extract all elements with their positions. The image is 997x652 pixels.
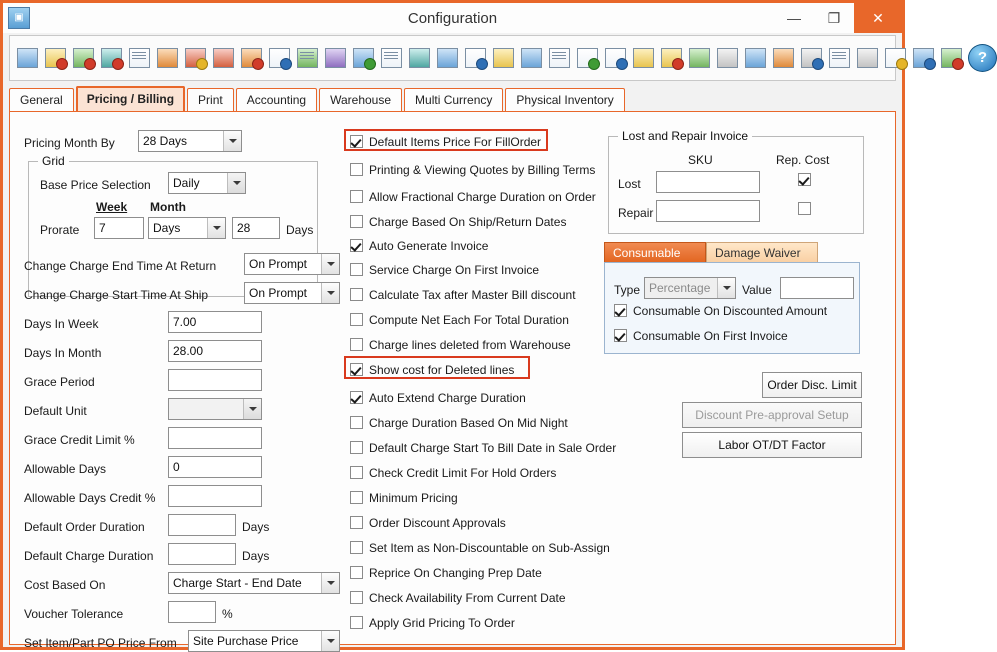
checkbox-auto-extend-charge-duration[interactable]: Auto Extend Charge Duration <box>350 391 526 405</box>
chevron-down-icon[interactable] <box>321 573 339 593</box>
orange-doc-icon[interactable] <box>238 44 265 72</box>
checkbox-consumable-on-first-invoice[interactable]: Consumable On First Invoice <box>614 329 788 343</box>
voucher-tolerance-label: Voucher Tolerance <box>24 607 124 621</box>
subtab-damage-waiver[interactable]: Damage Waiver <box>706 242 818 263</box>
highlight-show-cost-deleted-lines <box>344 356 530 379</box>
clipboard-icon[interactable] <box>826 44 853 72</box>
palette-icon[interactable] <box>434 44 461 72</box>
help-icon[interactable]: ? <box>968 44 997 72</box>
default-unit-combo[interactable] <box>168 398 262 420</box>
default-charge-duration-unit: Days <box>242 549 270 563</box>
tab-warehouse[interactable]: Warehouse <box>319 88 402 111</box>
chart-icon[interactable] <box>518 44 545 72</box>
default-order-duration-input[interactable] <box>168 514 236 536</box>
pricing-billing-panel <box>9 111 896 650</box>
lost-repair-group-title: Lost and Repair Invoice <box>618 129 752 143</box>
highlight-default-items-price <box>344 129 548 151</box>
consumable-type-label: Type <box>614 283 641 297</box>
gears-icon[interactable] <box>798 44 825 72</box>
grace-credit-limit-input[interactable] <box>168 427 262 449</box>
month-header: Month <box>150 200 186 214</box>
window-title: Configuration <box>407 9 498 27</box>
checkbox-show-cost-for-deleted-lines[interactable]: Show cost for Deleted lines <box>350 363 514 377</box>
sku-header: SKU <box>688 153 713 167</box>
consumable-value-label: Value <box>742 283 772 297</box>
labor-ot-dt-factor-button[interactable]: Labor OT/DT Factor <box>682 432 862 458</box>
chevron-down-icon[interactable] <box>321 283 339 303</box>
checkbox-allow-fractional-charge-duration[interactable]: Allow Fractional Charge Duration on Order <box>350 190 596 204</box>
grid-group-title: Grid <box>38 154 69 168</box>
pricing-month-by-label: Pricing Month By <box>24 136 115 150</box>
discount-preapproval-setup-button[interactable]: Discount Pre-approval Setup <box>682 402 862 428</box>
cost-based-on-label: Cost Based On <box>24 578 106 592</box>
tab-multi-currency[interactable]: Multi Currency <box>404 88 503 111</box>
title-bar <box>3 3 902 33</box>
box-icon[interactable] <box>770 44 797 72</box>
tab-accounting[interactable]: Accounting <box>236 88 317 111</box>
chevron-down-icon[interactable] <box>243 399 261 419</box>
voucher-tolerance-unit: % <box>222 607 233 621</box>
checkbox-charge-duration-mid-night[interactable]: Charge Duration Based On Mid Night <box>350 416 568 430</box>
grace-period-input[interactable] <box>168 369 262 391</box>
set-item-po-price-value: Site Purchase Price <box>193 634 299 648</box>
base-price-selection-value: Daily <box>173 176 200 190</box>
contract-icon[interactable] <box>294 44 321 72</box>
tab-general[interactable]: General <box>9 88 74 111</box>
checkbox-default-items-price-for-fillorder[interactable]: Default Items Price For FillOrder <box>350 135 541 149</box>
edit-icon[interactable] <box>126 44 153 72</box>
checkbox-check-availability-current-date[interactable]: Check Availability From Current Date <box>350 591 566 605</box>
checkbox-auto-generate-invoice[interactable]: Auto Generate Invoice <box>350 239 488 253</box>
days-in-week-input[interactable]: 7.00 <box>168 311 262 333</box>
app-icon: ▣ <box>8 7 30 29</box>
no-entry-icon[interactable] <box>42 44 69 72</box>
base-price-selection-combo[interactable] <box>168 172 246 194</box>
maximize-button[interactable]: ❐ <box>814 3 854 33</box>
checkbox-order-discount-approvals[interactable]: Order Discount Approvals <box>350 516 506 530</box>
checkbox-set-item-non-discountable[interactable]: Set Item as Non-Discountable on Sub-Assign <box>350 541 610 555</box>
change-charge-start-time-value: On Prompt <box>249 286 308 300</box>
change-charge-start-time-combo[interactable] <box>244 282 340 304</box>
subtab-consumable[interactable]: Consumable <box>604 242 706 263</box>
red-list-icon[interactable] <box>210 44 237 72</box>
tab-pricing-billing[interactable]: Pricing / Billing <box>76 86 185 111</box>
print-doc-icon[interactable] <box>602 44 629 72</box>
checkbox-apply-grid-pricing-to-order[interactable]: Apply Grid Pricing To Order <box>350 616 515 630</box>
checkbox-consumable-on-discounted-amount[interactable]: Consumable On Discounted Amount <box>614 304 827 318</box>
magnify-doc-icon[interactable] <box>462 44 489 72</box>
change-charge-start-time-label: Change Charge Start Time At Ship <box>24 288 209 302</box>
money-no-icon[interactable] <box>70 44 97 72</box>
repair-rep-cost-checkbox[interactable] <box>798 202 811 215</box>
add-doc-icon[interactable] <box>574 44 601 72</box>
chevron-down-icon[interactable] <box>717 278 735 298</box>
days-in-week-label: Days In Week <box>24 317 99 331</box>
prorate-week-input[interactable]: 7 <box>94 217 144 239</box>
checkbox-minimum-pricing[interactable]: Minimum Pricing <box>350 491 458 505</box>
lost-sku-input[interactable] <box>656 171 760 193</box>
checkbox-charge-based-on-ship-return[interactable]: Charge Based On Ship/Return Dates <box>350 215 566 229</box>
change-charge-end-time-combo[interactable] <box>244 253 340 275</box>
checkbox-service-charge-on-first-invoice[interactable]: Service Charge On First Invoice <box>350 263 539 277</box>
allowable-days-label: Allowable Days <box>24 462 107 476</box>
report-icon[interactable] <box>546 44 573 72</box>
pricing-month-by-value: 28 Days <box>143 134 188 148</box>
days-in-month-label: Days In Month <box>24 346 102 360</box>
save-icon[interactable] <box>14 44 41 72</box>
truck-icon[interactable] <box>630 44 657 72</box>
grace-period-label: Grace Period <box>24 375 95 389</box>
checkbox-compute-net-each[interactable]: Compute Net Each For Total Duration <box>350 313 569 327</box>
tab-print[interactable]: Print <box>187 88 234 111</box>
change-charge-end-time-label: Change Charge End Time At Return <box>24 259 217 273</box>
book-icon[interactable] <box>154 44 181 72</box>
prorate-label: Prorate <box>40 223 80 237</box>
consumable-type-value: Percentage <box>649 281 711 295</box>
lost-row-label: Lost <box>618 177 641 191</box>
toolbar <box>9 35 988 81</box>
pricing-month-by-combo[interactable] <box>138 130 242 152</box>
checkbox-calculate-tax-after-master-bill[interactable]: Calculate Tax after Master Bill discount <box>350 288 576 302</box>
base-price-selection-label: Base Price Selection <box>40 178 151 192</box>
default-order-duration-label: Default Order Duration <box>24 520 145 534</box>
tab-physical-inventory[interactable]: Physical Inventory <box>505 88 624 111</box>
calculator-no-icon[interactable] <box>98 44 125 72</box>
calendar-icon[interactable] <box>350 44 377 72</box>
user-gear-icon[interactable] <box>854 44 881 72</box>
tab-bar <box>9 87 896 111</box>
chevron-down-icon[interactable] <box>207 218 225 238</box>
person-icon[interactable] <box>714 44 741 72</box>
prorate-month-unit-label: Days <box>286 223 314 237</box>
prorate-week-unit-combo[interactable] <box>148 217 226 239</box>
excel-icon[interactable] <box>938 44 965 72</box>
chevron-down-icon[interactable] <box>321 254 339 274</box>
link-doc-icon[interactable] <box>266 44 293 72</box>
tag-icon[interactable] <box>490 44 517 72</box>
cost-based-on-value: Charge Start - End Date <box>173 576 302 590</box>
chart-bar-icon[interactable] <box>686 44 713 72</box>
lost-rep-cost-checkbox[interactable] <box>798 173 811 186</box>
repair-sku-input[interactable] <box>656 200 760 222</box>
order-disc-limit-button[interactable]: Order Disc. Limit <box>762 372 862 398</box>
checkbox-printing-viewing-quotes[interactable]: Printing & Viewing Quotes by Billing Terms <box>350 163 595 177</box>
rep-cost-header: Rep. Cost <box>776 153 830 167</box>
voucher-tolerance-input[interactable] <box>168 601 216 623</box>
chevron-down-icon[interactable] <box>321 631 339 651</box>
minimize-button[interactable]: — <box>774 3 814 33</box>
repair-row-label: Repair <box>618 206 654 220</box>
consumable-type-combo[interactable] <box>644 277 736 299</box>
allowable-days-input[interactable]: 0 <box>168 456 262 478</box>
chevron-down-icon[interactable] <box>227 173 245 193</box>
checkbox-charge-lines-deleted-warehouse[interactable]: Charge lines deleted from Warehouse <box>350 338 571 352</box>
grace-credit-limit-label: Grace Credit Limit % <box>24 433 135 447</box>
default-order-duration-unit: Days <box>242 520 270 534</box>
checkbox-check-credit-limit-hold-orders[interactable]: Check Credit Limit For Hold Orders <box>350 466 556 480</box>
set-item-po-price-combo[interactable] <box>188 630 340 652</box>
checkbox-default-charge-start-bill-date[interactable]: Default Charge Start To Bill Date in Sale Order <box>350 441 616 455</box>
export-icon[interactable] <box>910 44 937 72</box>
close-button[interactable]: ✕ <box>854 3 902 33</box>
prorate-week-unit-value: Days <box>153 221 181 235</box>
days-in-month-input[interactable]: 28.00 <box>168 340 262 362</box>
notes-icon[interactable] <box>182 44 209 72</box>
change-charge-end-time-value: On Prompt <box>249 257 308 271</box>
allowable-days-credit-label: Allowable Days Credit % <box>24 491 156 505</box>
truck-load-icon[interactable] <box>658 44 685 72</box>
week-header: Week <box>96 200 128 214</box>
allowable-days-credit-input[interactable] <box>168 485 262 507</box>
cost-based-on-combo[interactable] <box>168 572 340 594</box>
default-unit-label: Default Unit <box>24 404 87 418</box>
default-charge-duration-input[interactable] <box>168 543 236 565</box>
chevron-down-icon[interactable] <box>223 131 241 151</box>
document-icon[interactable] <box>378 44 405 72</box>
prorate-month-input[interactable]: 28 <box>232 217 280 239</box>
gear-doc-icon[interactable] <box>882 44 909 72</box>
globe-icon[interactable] <box>406 44 433 72</box>
checkbox-reprice-on-changing-prep-date[interactable]: Reprice On Changing Prep Date <box>350 566 542 580</box>
consumable-value-input[interactable] <box>780 277 854 299</box>
person-chart-icon[interactable] <box>742 44 769 72</box>
default-charge-duration-label: Default Charge Duration <box>24 549 154 563</box>
purchase-doc-icon[interactable] <box>322 44 349 72</box>
window-controls <box>774 3 902 33</box>
set-item-po-price-label: Set Item/Part PO Price From <box>24 636 177 650</box>
